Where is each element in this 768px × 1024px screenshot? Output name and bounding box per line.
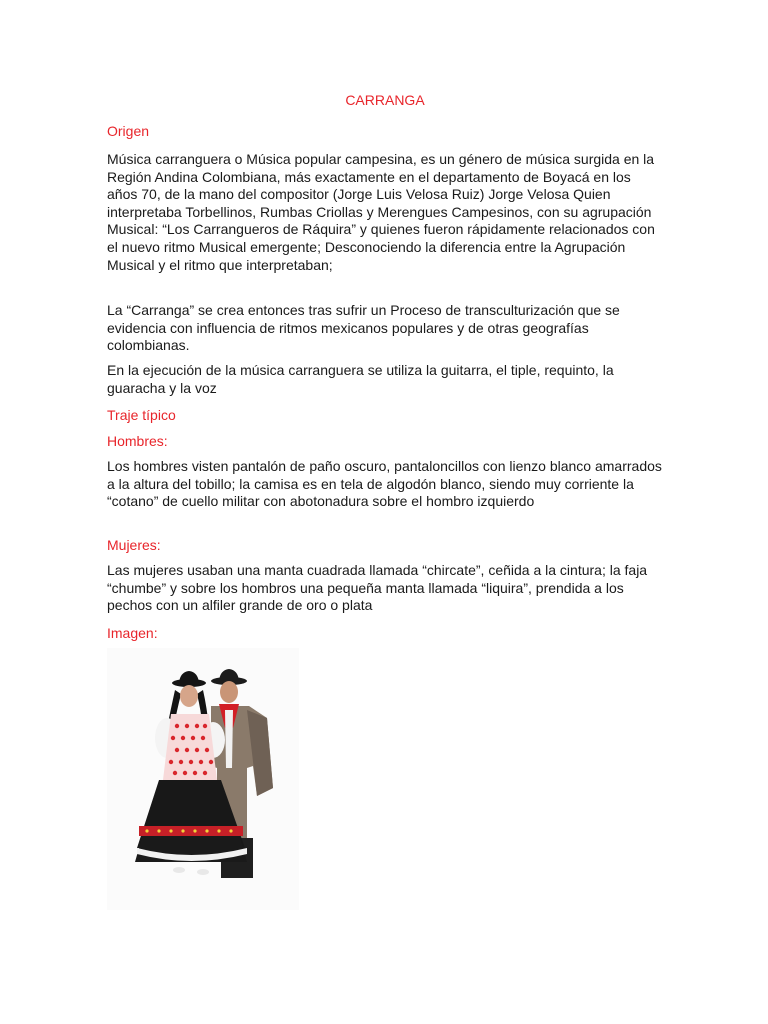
paragraph-hombres: Los hombres visten pantalón de paño oscuro, pantaloncillos con lienzo blanco amarrados a la altura del tobillo; la camisa es en tela de algodón blanco, siendo muy corriente la “cotano” de cuello militar con abotonadura sobre el hombro izquierdo <box>107 458 662 510</box>
paragraph-mujeres: Las mujeres usaban una manta cuadrada llamada “chircate”, ceñida a la cintura; la faja “chumbe” y sobre los hombros una pequeña manta llamada “liquira”, prendida a los pechos con un alfiler grande de oro o plata <box>107 562 648 614</box>
paragraph-origen-1: Música carranguera o Música popular campesina, es un género de música surgida en la Región Andina Colombiana, más exactamente en el departamento de Boyacá en los años 70, de la mano del compositor (Jorge Luis Velosa Ruiz) Jorge Velosa Quien interpretaba Torbellinos, Rumbas Criollas y Merengues Campesinos, con su agrupación Musical: “Los Carrangueros de Ráquira” y quienes fueron rápidamente relacionados con el nuevo ritmo Musical emergente; Desconociendo la diferencia entre la Agrupación Musical y el ritmo que interpretaban; <box>107 151 655 273</box>
paragraph-origen-2: La “Carranga” se crea entonces tras sufrir un Proceso de transculturización que se evidencia con influencia de ritmos mexicanos populares y de otras geografías colombianas. <box>107 302 620 354</box>
heading-imagen: Imagen: <box>107 625 158 641</box>
photo-traditional-dancers <box>107 648 299 910</box>
heading-traje-tipico: Traje típico <box>107 407 176 423</box>
heading-mujeres: Mujeres: <box>107 537 161 553</box>
heading-hombres: Hombres: <box>107 433 168 449</box>
document-title: CARRANGA <box>345 92 425 108</box>
paragraph-origen-3: En la ejecución de la música carranguera se utiliza la guitarra, el tiple, requinto, la guaracha y la voz <box>107 362 614 396</box>
heading-origen: Origen <box>107 123 150 139</box>
